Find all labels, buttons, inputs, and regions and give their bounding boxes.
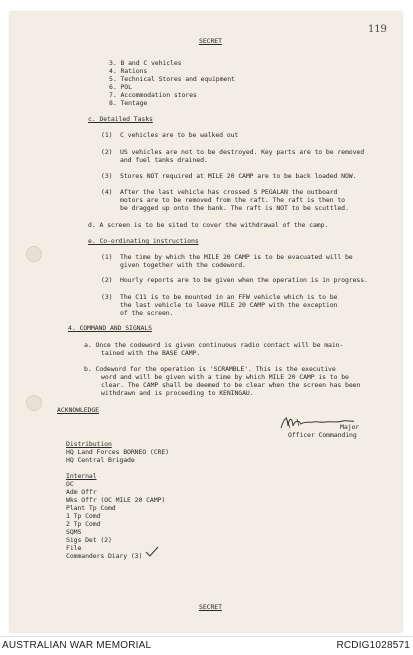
section-4-heading: 4. COMMAND AND SIGNALS bbox=[68, 324, 152, 332]
item-text: The time by which the MILE 20 CAMP is to be evacuated will be bbox=[120, 253, 353, 261]
internal-line: Plant Tp Comd bbox=[66, 504, 116, 512]
item-text: The C11 is to be mounted in an FFW vehicle which is to be bbox=[120, 293, 338, 301]
item-number: (3) bbox=[101, 172, 113, 180]
item-text: motors are to be removed from the raft. The raft is then to bbox=[120, 196, 345, 204]
internal-line: 2 Tp Comd bbox=[66, 520, 101, 528]
internal-line: SQMS bbox=[66, 528, 82, 536]
item-number: (3) bbox=[101, 293, 113, 301]
stores-item: 3. B and C vehicles bbox=[109, 59, 182, 67]
para-a: tained with the BASE CAMP. bbox=[101, 349, 201, 357]
internal-line: Adm Offr bbox=[66, 488, 97, 496]
section-c-heading: c. Detailed Tasks bbox=[88, 115, 153, 123]
punch-hole bbox=[26, 395, 42, 411]
acknowledge: ACKNOWLEDGE bbox=[57, 406, 99, 414]
internal-line: OC bbox=[66, 480, 74, 488]
internal-line: Wks Offr (OC MILE 20 CAMP) bbox=[66, 496, 166, 504]
item-number: (1) bbox=[101, 131, 113, 139]
para-b: b. Codeword for the operation is 'SCRAMBLE'. This is the executive bbox=[84, 365, 336, 373]
item-text: given together with the codeword. bbox=[120, 261, 246, 269]
item-text: the last vehicle to leave MILE 20 CAMP with the exception bbox=[120, 301, 338, 309]
page-number: 119 bbox=[368, 24, 387, 35]
internal-line: 1 Tp Comd bbox=[66, 512, 101, 520]
item-text: After the last vehicle has crossed S PEGALAN the outboard bbox=[120, 188, 338, 196]
internal-heading: Internal bbox=[66, 472, 97, 480]
stores-item: 8. Tentage bbox=[109, 99, 148, 107]
footer-source: AUSTRALIAN WAR MEMORIAL bbox=[2, 640, 152, 651]
item-text: US vehicles are not to be destroyed. Key parts are to be removed bbox=[120, 148, 365, 156]
item-number: (4) bbox=[101, 188, 113, 196]
para-a: a. Once the codeword is given continuous radio contact will be main- bbox=[84, 341, 344, 349]
para-b: withdrawn and is proceeding to KENINGAU. bbox=[101, 389, 254, 397]
internal-line: File bbox=[66, 544, 82, 552]
section-d: d. A screen is to be sited to cover the withdrawal of the camp. bbox=[88, 221, 329, 229]
item-text: of the screen. bbox=[120, 309, 174, 317]
item-text: and fuel tanks drained. bbox=[120, 156, 208, 164]
stores-item: 6. POL bbox=[109, 83, 132, 91]
footer-reference: RCDIG1028571 bbox=[336, 640, 410, 651]
stores-item: 5. Technical Stores and equipment bbox=[109, 75, 235, 83]
distribution-line: HQ Land Forces BORNEO (CRE) bbox=[66, 448, 169, 456]
classification-top: SECRET bbox=[199, 37, 222, 45]
item-number: (1) bbox=[101, 253, 113, 261]
item-text: Stores NOT required at MILE 20 CAMP are to be back loaded NOW. bbox=[120, 172, 357, 180]
para-b: clear. The CAMP shall be deemed to be clear when the screen has been bbox=[101, 381, 361, 389]
archive-footer bbox=[0, 636, 413, 655]
para-b: word and will be given with a time by which MILE 20 CAMP is to be bbox=[101, 373, 349, 381]
distribution-line: HQ Central Brigade bbox=[66, 456, 135, 464]
signatory-appointment: Officer Commanding bbox=[288, 431, 357, 439]
item-number: (2) bbox=[101, 148, 113, 156]
stores-item: 4. Rations bbox=[109, 67, 148, 75]
item-text: Hourly reports are to be given when the operation is in progress. bbox=[120, 276, 368, 284]
item-number: (2) bbox=[101, 276, 113, 284]
signatory-rank: Major bbox=[340, 423, 360, 431]
internal-line: Sigs Det (2) bbox=[66, 536, 112, 544]
item-text: C vehicles are to be walked out bbox=[120, 131, 239, 139]
distribution-heading: Distribution bbox=[66, 440, 112, 448]
stores-item: 7. Accommodation stores bbox=[109, 91, 197, 99]
section-e-heading: e. Co-ordinating instructions bbox=[88, 237, 199, 245]
classification-bottom: SECRET bbox=[199, 603, 222, 611]
checkmark-icon bbox=[145, 546, 159, 558]
item-text: be dragged up onto the bank. The raft is NOT to be scuttled. bbox=[120, 204, 349, 212]
internal-line: Commanders Diary (3) bbox=[66, 552, 143, 560]
punch-hole bbox=[26, 246, 42, 262]
